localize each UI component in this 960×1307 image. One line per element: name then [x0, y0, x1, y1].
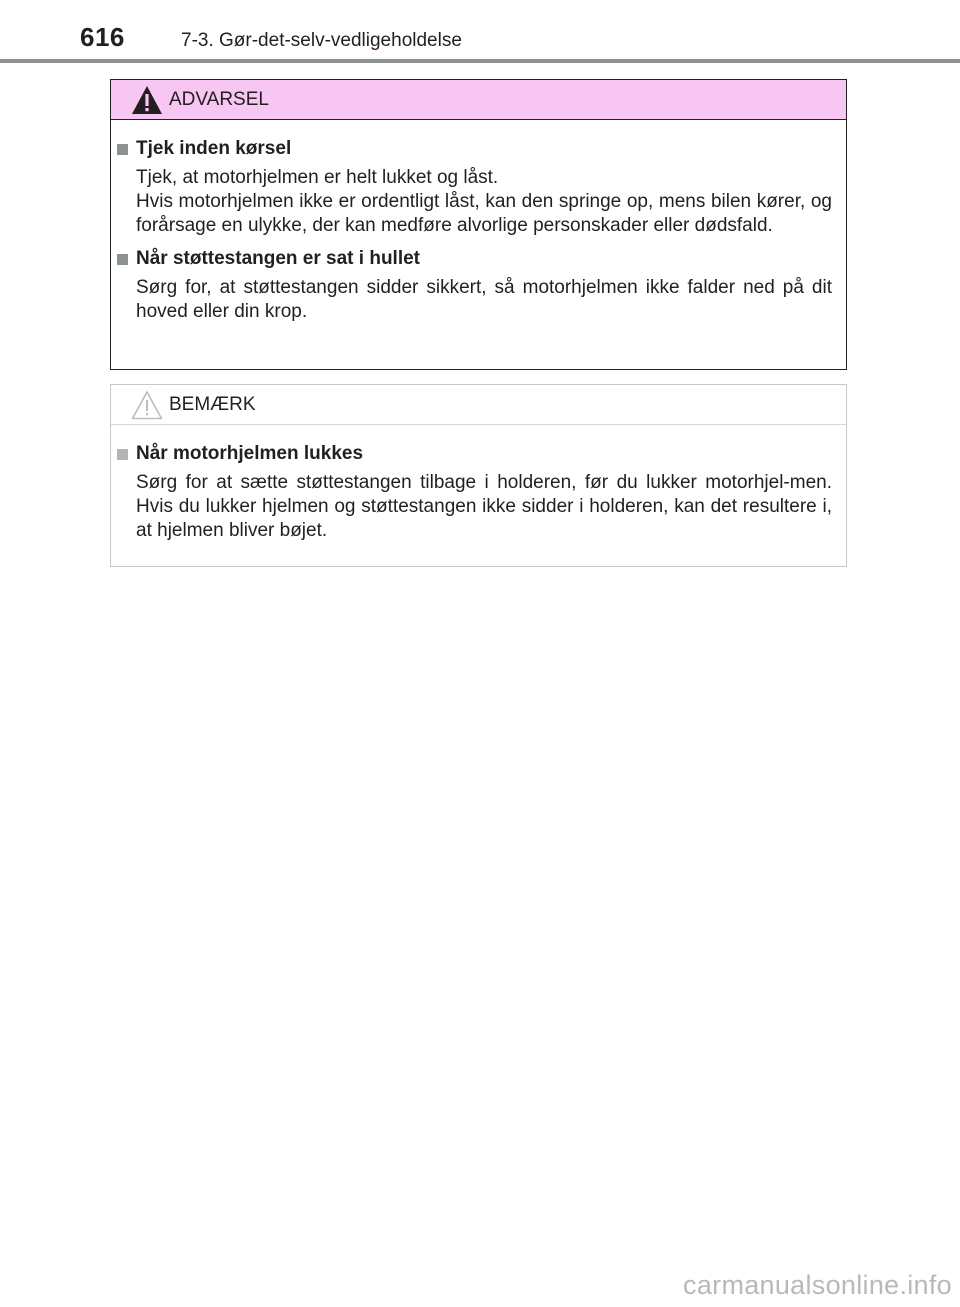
page-header [0, 0, 960, 66]
page-number: 616 [80, 22, 125, 52]
header-divider [0, 59, 960, 63]
notice-box [110, 384, 847, 567]
notice-header [111, 385, 846, 425]
warning-item-title: Når støttestangen er sat i hullet [136, 248, 421, 269]
notice-item [117, 442, 832, 543]
warning-item [117, 137, 832, 238]
warning-box [110, 79, 847, 370]
watermark: carmanualsonline.info [683, 1270, 952, 1300]
square-bullet-icon [117, 254, 128, 265]
paragraph: Tjek, at motorhjelmen er helt lukket og låst. [136, 167, 499, 188]
square-bullet-icon [117, 449, 128, 460]
warning-item-text [136, 166, 832, 238]
section-title: 7-3. Gør-det-selv-vedligeholdelse [181, 30, 462, 51]
notice-item-title: Når motorhjelmen lukkes [136, 443, 364, 464]
warning-triangle-icon [131, 85, 163, 115]
warning-item-title: Tjek inden kørsel [136, 138, 292, 159]
notice-label: BEMÆRK [169, 394, 256, 415]
paragraph: Sørg for at sætte støttestangen tilbage i holderen, før du lukker motorhjel-men. Hvis du lukker hjelmen og støttestangen ikke sidder i holderen, kan det resultere i, at hjelmen bliver bøjet. [136, 472, 832, 541]
notice-body [111, 425, 846, 543]
warning-header [111, 80, 846, 120]
square-bullet-icon [117, 144, 128, 155]
paragraph: Sørg for, at støttestangen sidder sikkert, så motorhjelmen ikke falder ned på dit hoved eller din krop. [136, 277, 832, 322]
warning-item-text [136, 276, 832, 324]
warning-body [111, 120, 846, 324]
warning-label: ADVARSEL [169, 89, 269, 110]
notice-item-text [136, 471, 832, 543]
caution-outline-triangle-icon [131, 390, 163, 420]
warning-item [117, 247, 832, 324]
paragraph: Hvis motorhjelmen ikke er ordentligt låst, kan den springe op, mens bilen kører, og forårsage en ulykke, der kan medføre alvorlige personskader eller dødsfald. [136, 191, 832, 236]
